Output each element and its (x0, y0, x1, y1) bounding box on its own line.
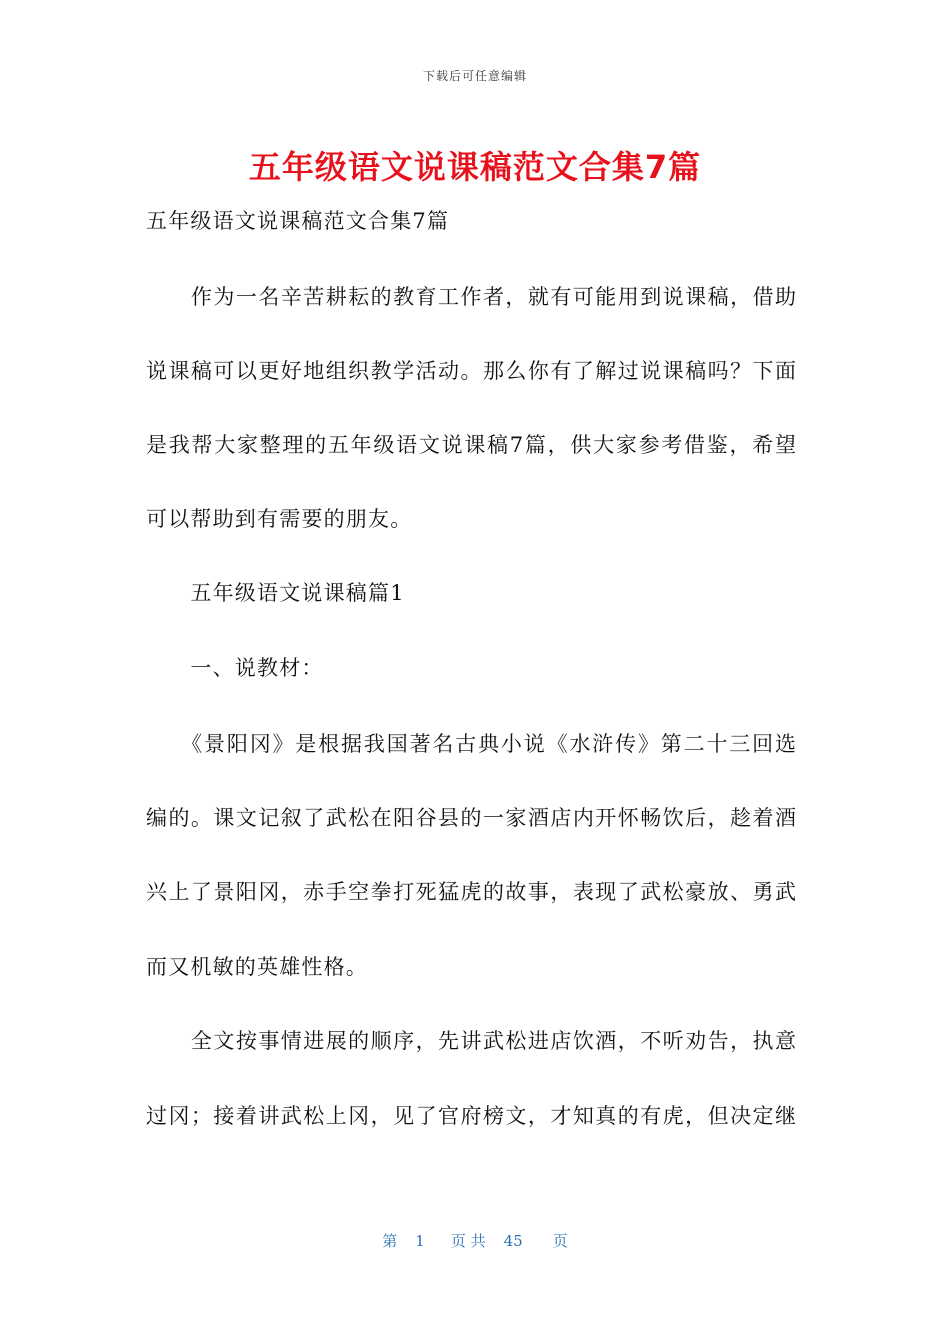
document-title: 五年级语文说课稿范文合集7篇 (248, 148, 702, 186)
paragraph-line: 作为一名辛苦耕耘的教育工作者，就有可能用到说课稿，借助 (146, 285, 796, 309)
paragraph-line: 编的。课文记叙了武松在阳谷县的一家酒店内开怀畅饮后，趁着酒 (146, 806, 796, 830)
footer-total-pages: 45 (503, 1232, 523, 1250)
paragraph-line: 全文按事情进展的顺序，先讲武松进店饮酒，不听劝告，执意 (146, 1029, 796, 1053)
paragraph-line: 说课稿可以更好地组织教学活动。那么你有了解过说课稿吗？下面 (146, 359, 796, 383)
paragraph-line: 兴上了景阳冈，赤手空拳打死猛虎的故事，表现了武松豪放、勇武 (146, 880, 796, 904)
paragraph-line: 《景阳冈》是根据我国著名古典小说《水浒传》第二十三回选 (146, 732, 796, 756)
page-footer (0, 1230, 950, 1251)
section-subheading: 一、说教材： (146, 656, 324, 680)
paragraph-line: 可以帮助到有需要的朋友。 (146, 507, 413, 531)
paragraph-line: 是我帮大家整理的五年级语文说课稿7篇，供大家参考借鉴，希望 (146, 433, 796, 457)
footer-suffix: 页 (552, 1232, 568, 1250)
paragraph-line: 过冈；接着讲武松上冈，见了官府榜文，才知真的有虎，但决定继 (146, 1104, 796, 1128)
header-note: 下载后可任意编辑 (422, 69, 527, 83)
footer-prefix: 第 (382, 1232, 398, 1250)
subtitle-line: 五年级语文说课稿范文合集7篇 (146, 209, 450, 233)
footer-middle: 页 共 (450, 1232, 486, 1250)
section-heading: 五年级语文说课稿篇1 (146, 581, 405, 605)
paragraph-line: 而又机敏的英雄性格。 (146, 955, 368, 979)
footer-page-number: 1 (415, 1232, 425, 1250)
